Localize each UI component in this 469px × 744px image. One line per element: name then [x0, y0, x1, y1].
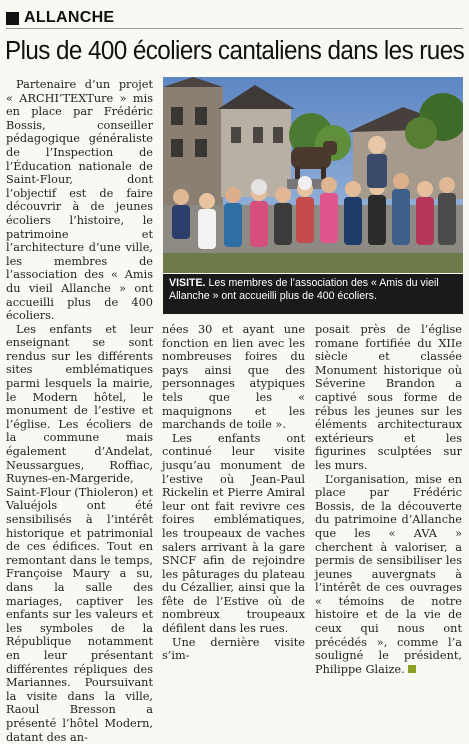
- article-paragraph: Les enfants et leur enseignant se sont rendus sur les différents sites emblématiques parmi lesquels la mairie, le Modern hôtel, le monument de l’estive et l’église. Les écoliers de la commune mais également d’Andelat, Neussargues, Roffiac, Ruynes-en-Margeride, Saint-Flour (Thioleron) et Valuéjols ont été sensibilisés à l’intérêt historique et patrimonial de ces édifices. Tout en remontant dans le temps, Françoise Maury a su, dans la salle des mariages, captiver les enfants sur les valeurs et les symboles de la République notamment en leur présentant différentes répliques des Mariannes. Poursuivant la visite dans la ville, Raoul Bresson a présenté l’hôtel Modern, datant des an-: [6, 322, 153, 744]
- section-label: ALLANCHE: [24, 9, 115, 26]
- article-paragraph: Une dernière visite s’im-: [162, 635, 305, 663]
- article-column-3: [315, 323, 462, 676]
- article-paragraph: Les enfants ont continué leur visite jusqu’au monument de l’estive où Jean-Paul Rickelin et Pierre Amiral leur ont fait revivre ces foires emblématiques, les troupeaux de vaches salers arrivant à la gare SNCF afin de rejoindre les pâturages du plateau du Cézallier, ainsi que la fête de l’Estive où de nombreux troupeaux défilent dans les rues.: [162, 431, 305, 636]
- article-headline: Plus de 400 écoliers cantaliens dans les rues: [5, 37, 465, 65]
- article-paragraph: [315, 473, 462, 677]
- section-kicker: [6, 9, 114, 27]
- photo-illustration: [163, 77, 463, 273]
- photo-caption: [163, 274, 463, 314]
- section-divider: [6, 28, 463, 29]
- caption-lead: VISITE.: [169, 277, 206, 289]
- article-paragraph-text: L’organisation, mise en place par Frédéric Bossis, de la découverte du patrimoine d’Allanche que les « AVA » cherchent à valoriser, a permis de sensibiliser les jeunes auvergnats à l’intérêt de ces ouvrages « témoins de notre histoire et de la vie de ceux qui nous ont précédés », comme l’a souligné le président, Philippe Glaize.: [315, 472, 462, 676]
- article-paragraph: nées 30 et ayant une fonction en lien avec les nombreuses foires du pays ainsi que des personnages atypiques tels que les « maquignons et les marchands de toile ».: [162, 323, 305, 432]
- end-of-article-square-icon: [408, 665, 416, 673]
- article-column-2: [162, 323, 305, 663]
- article-paragraph: posait près de l’église romane fortifiée du XIIe siècle et classée Monument historique où Séverine Brandon a captivé sous forme de rébus les jeunes sur les éléments architecturaux extérieurs et les figurines sculptées sur les murs.: [315, 323, 462, 472]
- article-paragraph: Partenaire d’un projet « ARCHI’TEXTure » mis en place par Frédéric Bossis, conseiller pédagogique généraliste de l’Inspection de l’Éducation nationale de Saint-Flour, dont l’objectif est de faire découvrir à de jeunes écoliers l’histoire, le patrimoine et l’architecture d’une ville, les membres de l’association des « Amis du vieil Allanche » ont accueilli plus de 400 écoliers.: [6, 78, 153, 323]
- article-photo: [163, 77, 463, 273]
- caption-text: Les membres de l’association des « Amis du vieil Allanche » ont accueilli plus de 400 écoliers.: [169, 277, 439, 302]
- section-square-icon: [6, 12, 19, 25]
- article-column-1: [6, 78, 153, 744]
